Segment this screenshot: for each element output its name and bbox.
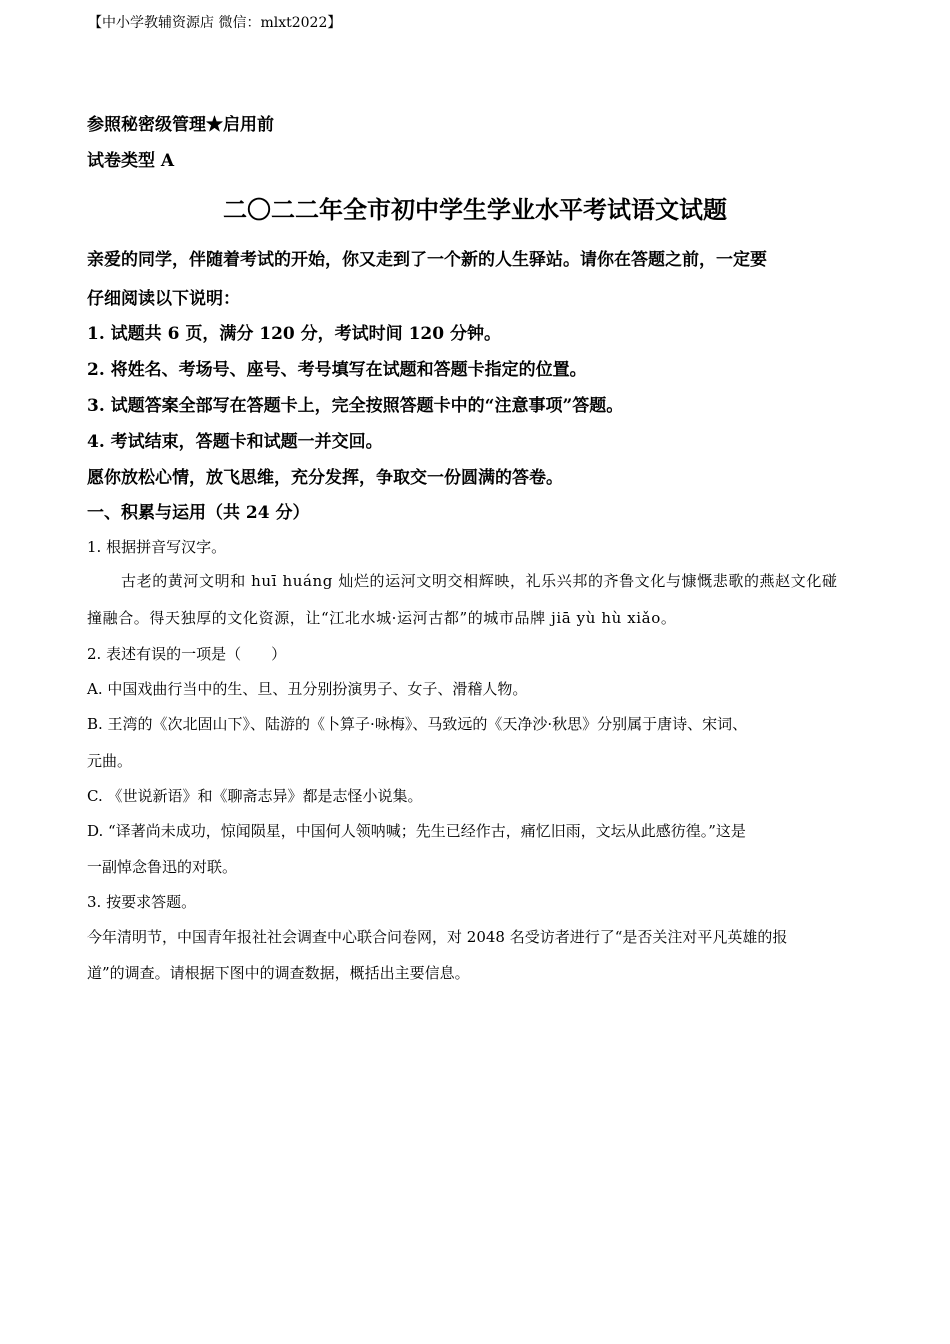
option-d-continued: 一副悼念鲁迅的对联。 <box>87 858 238 876</box>
question-2-stem: 2. 表述有误的一项是（ ） <box>87 645 287 663</box>
paper-type-label: 试卷类型 A <box>87 151 175 171</box>
question-3-stem: 3. 按要求答题。 <box>87 893 197 911</box>
instruction-item: 3. 试题答案全部写在答题卡上，完全按照答题卡中的“注意事项”答题。 <box>87 396 624 416</box>
question-1-stem: 1. 根据拼音写汉字。 <box>87 538 227 556</box>
instruction-item: 1. 试题共 6 页，满分 120 分，考试时间 120 分钟。 <box>87 324 501 344</box>
question-3-text: 今年清明节，中国青年报社社会调查中心联合问卷网，对 2048 名受访者进行了“是否关注对平凡英雄的报 <box>87 928 788 946</box>
instruction-item: 2. 将姓名、考场号、座号、考号填写在试题和答题卡指定的位置。 <box>87 360 587 380</box>
option-b-continued: 元曲。 <box>87 752 133 770</box>
instruction-item: 4. 考试结束，答题卡和试题一并交回。 <box>87 432 383 452</box>
question-1-text: 古老的黄河文明和 huī huáng 灿烂的运河文明交相辉映，礼乐兴邦的齐鲁文化与慷慨悲歌的燕赵文化碰 <box>121 572 838 590</box>
watermark-header: 【中小学教辅资源店 微信：mlxt2022】 <box>88 15 342 31</box>
intro-line: 仔细阅读以下说明： <box>87 289 240 309</box>
question-3-text: 道”的调查。请根据下图中的调查数据，概括出主要信息。 <box>87 964 470 982</box>
option-a: A. 中国戏曲行当中的生、旦、丑分别扮演男子、女子、滑稽人物。 <box>87 680 528 698</box>
intro-line: 亲爱的同学，伴随着考试的开始，你又走到了一个新的人生驿站。请你在答题之前，一定要 <box>87 250 767 270</box>
secrecy-label: 参照秘密级管理★启用前 <box>87 115 274 135</box>
question-1-text: 撞融合。得天独厚的文化资源，让“江北水城·运河古都”的城市品牌 jiā yù hù xiǎo。 <box>87 609 677 627</box>
option-d: D. “译著尚未成功，惊闻陨星，中国何人领呐喊；先生已经作古，痛忆旧雨，文坛从此感彷徨。”这是 <box>87 822 746 840</box>
exam-title: 二〇二二年全市初中学生学业水平考试语文试题 <box>223 195 727 224</box>
option-b: B. 王湾的《次北固山下》、陆游的《卜算子·咏梅》、马致远的《天净沙·秋思》分别属于唐诗、宋词、 <box>87 715 748 733</box>
option-c: C. 《世说新语》和《聊斋志异》都是志怪小说集。 <box>87 787 423 805</box>
section-heading: 一、积累与运用（共 24 分） <box>87 503 310 523</box>
closing-wish: 愿你放松心情，放飞思维，充分发挥，争取交一份圆满的答卷。 <box>87 468 563 488</box>
